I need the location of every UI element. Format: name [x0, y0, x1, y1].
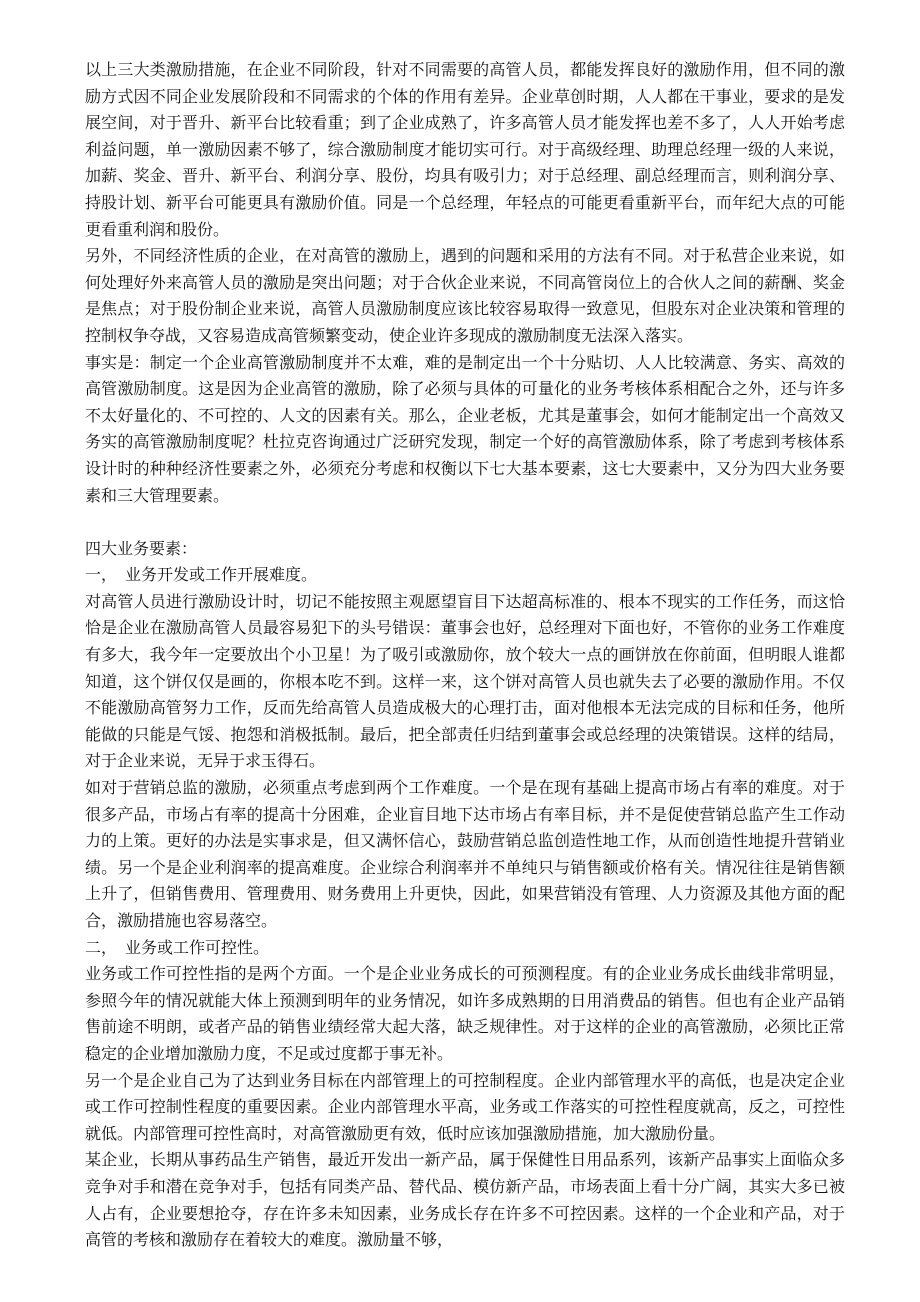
blank-line: [85, 509, 845, 536]
paragraph-incentive-summary: 以上三大类激励措施，在企业不同阶段，针对不同需要的高管人员，都能发挥良好的激励作用，但不同的激励方式因不同企业发展阶段和不同需求的个体的作用有差异。企业草创时期，人人都在干事业，要求的是发展空间，对于晋升、新平台比较看重；到了企业成熟了，许多高管人员才能发挥也差不多了，人人开始考虑利益问题，单一激励因素不够了，综合激励制度才能切实可行。对于高级经理、助理总经理一级的人来说，加薪、奖金、晋升、新平台、利润分享、股份，均具有吸引力；对于总经理、副总经理而言，则利润分享、持股计划、新平台可能更具有激励价值。同是一个总经理，年轻点的可能更看重新平台，而年纪大点的可能更看重利润和股份。: [85, 60, 845, 239]
document-body: [85, 57, 845, 1254]
paragraph-facts: 事实是：制定一个企业高管激励制度并不太难，难的是制定出一个十分贴切、人人比较满意、务实、高效的高管激励制度。这是因为企业高管的激励，除了必须与具体的可量化的业务考核体系相配合之外，还与许多不太好量化的、不可控的、人文的因素有关。那么，企业老板，尤其是董事会，如何才能制定出一个高效又务实的高管激励制度呢？杜拉克咨询通过广泛研究发现，制定一个好的高管激励体系，除了考虑到考核体系设计时的种种经济性要素之外，必须充分考虑和权衡以下七大基本要素，这七大要素中，又分为四大业务要素和三大管理要素。: [85, 352, 845, 505]
paragraph-company-example: 某企业，长期从事药品生产销售，最近开发出一新产品，属于保健性日用品系列，该新产品事实上面临众多竞争对手和潜在竞争对手，包括有同类产品、替代品、模仿新产品，市场表面上看十分广阔，其实大多已被人占有，企业要想抢夺，存在许多未知因素，业务成长存在许多不可控因素。这样的一个企业和产品，对于高管的考核和激励存在着较大的难度。激励量不够，: [85, 1150, 845, 1250]
subheading-difficulty: 一， 业务开发或工作开展难度。: [85, 565, 318, 585]
paragraph-difficulty-detail: 对高管人员进行激励设计时，切记不能按照主观愿望盲目下达超高标准的、根本不现实的工作任务，而这恰恰是企业在激励高管人员最容易犯下的头号错误：董事会也好，总经理对下面也好，不管你的业务工作难度有多大，我今年一定要放出个小卫星！为了吸引或激励你，放个较大一点的画饼放在你前面，但明眼人谁都知道，这个饼仅仅是画的，你根本吃不到。这样一来，这个饼对高管人员也就失去了必要的激励作用。不仅不能激励高管努力工作，反而先给高管人员造成极大的心理打击，面对他根本无法完成的目标和任务，他所能做的只能是气馁、抱怨和消极抵制。最后，把全部责任归结到董事会或总经理的决策错误。这样的结局，对于企业来说，无异于求玉得石。: [85, 591, 845, 771]
paragraph-internal-management: 另一个是企业自己为了达到业务目标在内部管理上的可控制程度。企业内部管理水平的高低，也是决定企业或工作可控制性程度的重要因素。企业内部管理水平高，业务或工作落实的可控性程度就高，反之，可控性就低。内部管理可控性高时，对高管激励更有效，低时应该加强激励措施，加大激励份量。: [85, 1070, 845, 1143]
paragraph-controllability-detail: 业务或工作可控性指的是两个方面。一个是企业业务成长的可预测程度。有的企业业务成长曲线非常明显，参照今年的情况就能大体上预测到明年的业务情况，如许多成熟期的日用消费品的销售。但也有企业产品销售前途不明朗，或者产品的销售业绩经常大起大落，缺乏规律性。对于这样的企业的高管激励，必须比正常稳定的企业增加激励力度，不足或过度都于事无补。: [85, 964, 845, 1063]
paragraph-enterprise-types: 另外，不同经济性质的企业，在对高管的激励上，遇到的问题和采用的方法有不同。对于私营企业来说，如何处理好外来高管人员的激励是突出问题；对于合伙企业来说，不同高管岗位上的合伙人之间的薪酬、奖金是焦点；对于股份制企业来说，高管人员激励制度应该比较容易取得一致意见，但股东对企业决策和管理的控制权争夺战，又容易造成高管频繁变动，使企业许多现成的激励制度无法深入落实。: [85, 246, 845, 345]
section-heading-four-business-factors: 四大业务要素：: [85, 538, 198, 558]
subheading-controllability: 二， 业务或工作可控性。: [85, 937, 270, 957]
paragraph-sales-director-example: 如对于营销总监的激励，必须重点考虑到两个工作难度。一个是在现有基础上提高市场占有率的难度。对于很多产品，市场占有率的提高十分困难，企业盲目地下达市场占有率目标，并不是促使营销总监产生工作动力的上策。更好的办法是实事求是，但又满怀信心，鼓励营销总监创造性地工作，从而创造性地提升营销业绩。另一个是企业利润率的提高难度。企业综合利润率并不单纯只与销售额或价格有关。情况往往是销售额上升了，但销售费用、管理费用、财务费用上升更快，因此，如果营销没有管理、人力资源及其他方面的配合，激励措施也容易落空。: [85, 778, 845, 930]
